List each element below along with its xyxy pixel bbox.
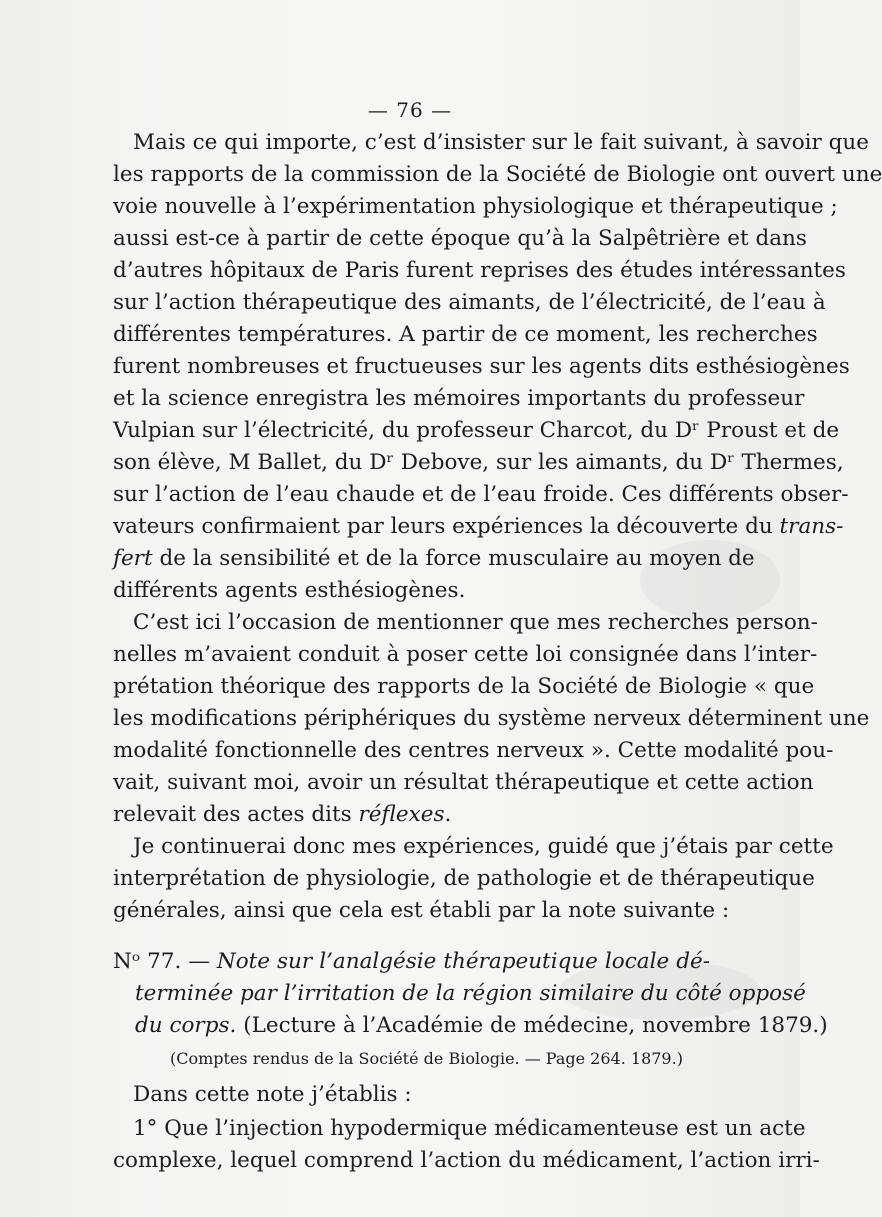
text-line: vait, suivant moi, avoir un résultat thérapeutique et cette action bbox=[113, 770, 814, 795]
text-line: nelles m’avaient conduit à poser cette loi consignée dans l’inter- bbox=[113, 642, 818, 667]
italic-word: fert bbox=[113, 546, 153, 571]
text-line: voie nouvelle à l’expérimentation physiologique et thérapeutique ; bbox=[113, 194, 838, 219]
text-line: sur l’action de l’eau chaude et de l’eau froide. Ces différents obser- bbox=[113, 482, 849, 507]
text-line: 1° Que l’injection hypodermique médicamenteuse est un acte bbox=[133, 1116, 806, 1141]
text-line bbox=[113, 798, 710, 832]
text-segment: . bbox=[444, 802, 452, 827]
italic-word: trans- bbox=[779, 514, 844, 539]
page-number: — 76 — bbox=[367, 98, 453, 122]
text-line: Je continuerai donc mes expériences, guidé que j’étais par cette bbox=[133, 834, 834, 859]
note-heading-line bbox=[113, 945, 710, 979]
text-line: interprétation de physiologie, de pathologie et de thérapeutique bbox=[113, 866, 815, 891]
note-title: terminée par l’irritation de la région similaire du côté opposé bbox=[135, 981, 806, 1006]
text-line bbox=[113, 542, 755, 576]
text-line: modalité fonctionnelle des centres nerveux ». Cette modalité pou- bbox=[113, 738, 834, 763]
text-line: Vulpian sur l’électricité, du professeur Charcot, du Dʳ Proust et de bbox=[113, 418, 840, 443]
text-line: différentes températures. A partir de ce moment, les recherches bbox=[113, 322, 818, 347]
italic-word: réflexes bbox=[358, 802, 445, 827]
text-line: les rapports de la commission de la Société de Biologie ont ouvert une bbox=[113, 162, 882, 187]
text-line: générales, ainsi que cela est établi par la note suivante : bbox=[113, 898, 730, 923]
text-segment: relevait des actes dits bbox=[113, 802, 352, 827]
note-title: Note sur l’analgésie thérapeutique locale dé- bbox=[216, 949, 710, 974]
text-line: Mais ce qui importe, c’est d’insister sur le fait suivant, à savoir que bbox=[133, 130, 869, 155]
text-line: prétation théorique des rapports de la Société de Biologie « que bbox=[113, 674, 815, 699]
note-heading-line bbox=[135, 977, 806, 1011]
text-line: et la science enregistra les mémoires importants du professeur bbox=[113, 386, 805, 411]
text-line: les modifications périphériques du système nerveux déterminent une bbox=[113, 706, 870, 731]
text-line: son élève, M Ballet, du Dʳ Debove, sur les aimants, du Dʳ Thermes, bbox=[113, 450, 844, 475]
text-line: d’autres hôpitaux de Paris furent reprises des études intéressantes bbox=[113, 258, 846, 283]
text-segment: de la sensibilité et de la force musculaire au moyen de bbox=[159, 546, 755, 571]
text-line: Dans cette note j’établis : bbox=[133, 1082, 412, 1107]
text-line: furent nombreuses et fructueuses sur les agents dits esthésiogènes bbox=[113, 354, 850, 379]
note-title: du corps. bbox=[135, 1013, 237, 1038]
note-heading-line bbox=[135, 1009, 828, 1043]
text-line: différents agents esthésiogènes. bbox=[113, 578, 466, 603]
text-line: sur l’action thérapeutique des aimants, de l’électricité, de l’eau à bbox=[113, 290, 826, 315]
note-source: (Comptes rendus de la Société de Biologie. — Page 264. 1879.) bbox=[170, 1049, 683, 1068]
text-segment: vateurs confirmaient par leurs expériences la découverte du bbox=[113, 514, 773, 539]
text-line: aussi est-ce à partir de cette époque qu’à la Salpêtrière et dans bbox=[113, 226, 807, 251]
text-line bbox=[113, 510, 844, 544]
note-label: Nᵒ 77. — bbox=[113, 949, 210, 974]
text-line: C’est ici l’occasion de mentionner que mes recherches person- bbox=[133, 610, 818, 635]
text-line: complexe, lequel comprend l’action du médicament, l’action irri- bbox=[113, 1148, 820, 1173]
note-lecture: (Lecture à l’Académie de médecine, novembre 1879.) bbox=[243, 1013, 828, 1038]
